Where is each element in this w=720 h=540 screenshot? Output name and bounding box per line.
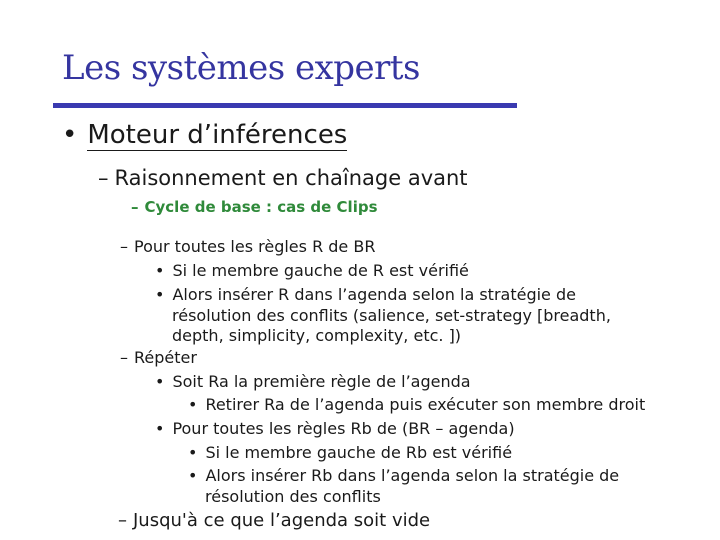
bullet-dot: • [188, 466, 198, 485]
algo-si-membre-rb-text: Si le membre gauche de Rb est vérifié [205, 443, 513, 462]
algo-retirer-ra-text: Retirer Ra de l’agenda puis exécuter son membre droit [205, 395, 646, 414]
algo-si-membre-text: Si le membre gauche de R est vérifié [172, 261, 469, 280]
bullet-dot: • [155, 261, 165, 280]
algo-alors-inserer-rb-text: Alors insérer Rb dans l’agenda selon la stratégie de [205, 466, 620, 485]
algo-alors-inserer-text: Alors insérer R dans l’agenda selon la stratégie de [172, 285, 576, 304]
algo-alors-inserer-continuation-1: résolution des conflits (salience, set-strategy [breadth, [172, 306, 611, 325]
algo-alors-inserer-rb-continuation: résolution des conflits [205, 487, 381, 506]
algo-retirer-ra [188, 395, 645, 414]
sub-bullet-raisonnement-text: Raisonnement en chaînage avant [114, 166, 468, 190]
bullet-moteur [62, 120, 347, 150]
algo-pour-toutes-rb-text: Pour toutes les règles Rb de (BR – agenda) [172, 419, 515, 438]
bullet-moteur-text: Moteur d’inférences [87, 120, 348, 150]
algo-jusqua [118, 510, 430, 531]
algo-soit-ra-text: Soit Ra la première règle de l’agenda [172, 372, 471, 391]
algo-jusqua-text: Jusqu'à ce que l’agenda soit vide [133, 510, 431, 531]
bullet-dot: • [188, 443, 198, 462]
dash-marker: – [98, 166, 109, 190]
bullet-dot: • [155, 372, 165, 391]
algo-pour-toutes-rb [155, 419, 515, 438]
algo-repeter [120, 348, 197, 367]
bullet-dot: • [155, 285, 165, 304]
bullet-dot: • [155, 419, 165, 438]
dash-marker: – [118, 510, 127, 531]
algo-si-membre-rb [188, 443, 512, 462]
sub-sub-bullet-cycle-text: Cycle de base : cas de Clips [144, 198, 378, 216]
bullet-dot: • [188, 395, 198, 414]
dash-marker: – [120, 348, 128, 367]
algo-alors-inserer-continuation-2: depth, simplicity, complexity, etc. ]) [172, 326, 462, 345]
title-underline-rule [53, 103, 517, 108]
dash-marker: – [120, 237, 128, 256]
algo-soit-ra [155, 372, 471, 391]
slide-title: Les systèmes experts [62, 48, 421, 88]
sub-bullet-raisonnement [98, 166, 468, 190]
algo-repeter-text: Répéter [134, 348, 197, 367]
sub-sub-bullet-cycle [131, 198, 378, 216]
algo-si-membre [155, 261, 469, 280]
algo-pour-toutes [120, 237, 375, 256]
algo-alors-inserer [155, 285, 576, 304]
algo-pour-toutes-text: Pour toutes les règles R de BR [134, 237, 376, 256]
dash-marker: – [131, 198, 139, 216]
bullet-dot: • [62, 120, 78, 150]
algo-alors-inserer-rb [188, 466, 619, 485]
